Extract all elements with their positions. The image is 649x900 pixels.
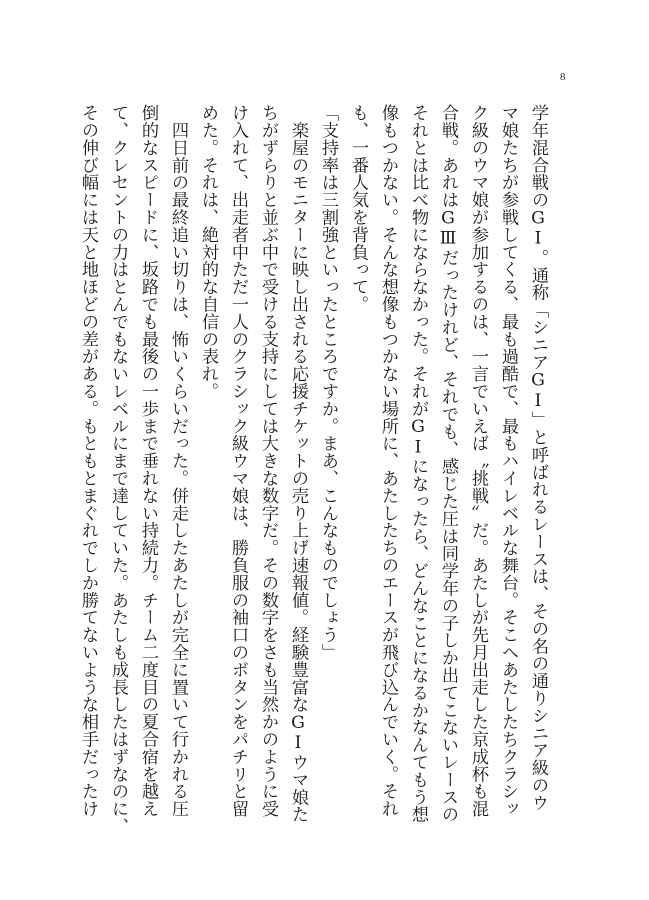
- text-column: 楽屋のモニターに映し出される応援チケットの売り上げ速報値。経験豊富なGⅠウマ娘た: [288, 104, 308, 823]
- body-text: [73, 104, 553, 840]
- text-column: 学年混合戦のGⅠ。通称「シニアGⅠ」と呼ばれるレースは、その名の通りシニア級のウ: [528, 104, 548, 812]
- text-column: も、一番人気を背負って。: [348, 104, 368, 313]
- text-column: それとは比べ物にならなかった。それがGⅠになったら、どんなことになるかなんてもう想: [408, 104, 428, 823]
- text-column: 合戦。あれはGⅢだったけれど、それでも、感じた圧は同学年の子しか出てこないレースの: [438, 104, 458, 823]
- text-column: その伸び幅には天と地ほどの差がある。もともとまぐれでしか勝てないような相手だったけ: [78, 104, 98, 818]
- text-column: け入れて、出走者中ただ一人のクラシック級ウマ娘は、勝負服の袖口のボタンをパチリと留: [228, 104, 248, 818]
- text-column: 四日前の最終追い切りは、怖いくらいだった。併走したあたしが完全に置いて行かれる圧: [168, 104, 188, 818]
- text-column: て、クレセントの力はとんでもないレベルにまで達していた。あたしも成長したはずなのに、: [108, 104, 128, 835]
- text-column: 倒的なスピードに、坂路でも最後の一歩まで垂れない持続力。チーム二度目の夏合宿を越え: [138, 104, 158, 818]
- page-number: 8: [560, 71, 566, 83]
- text-column: 像もつかない。そんな想像もつかない場所に、あたしたちのエースが飛び込んでいく。それ: [378, 104, 398, 818]
- text-column: マ娘たちが参戦してくる、最も過酷で、最もハイレベルな舞台。そこへあたしたちクラシッ: [498, 104, 518, 818]
- text-column: めた。それは、絶対的な自信の表れ。: [198, 104, 218, 400]
- text-column: ちがずらりと並ぶ中で受ける支持にしては大きな数字だ。その数字をさも当然かのように受: [258, 104, 278, 818]
- text-column: ク級のウマ娘が参加するのは、一言でいえば〝挑戦〟だ。あたしが先月出走した京成杯も混: [468, 104, 488, 818]
- text-column: 「支持率は三割強といったところですか。まあ、こんなものでしょう」: [318, 104, 338, 661]
